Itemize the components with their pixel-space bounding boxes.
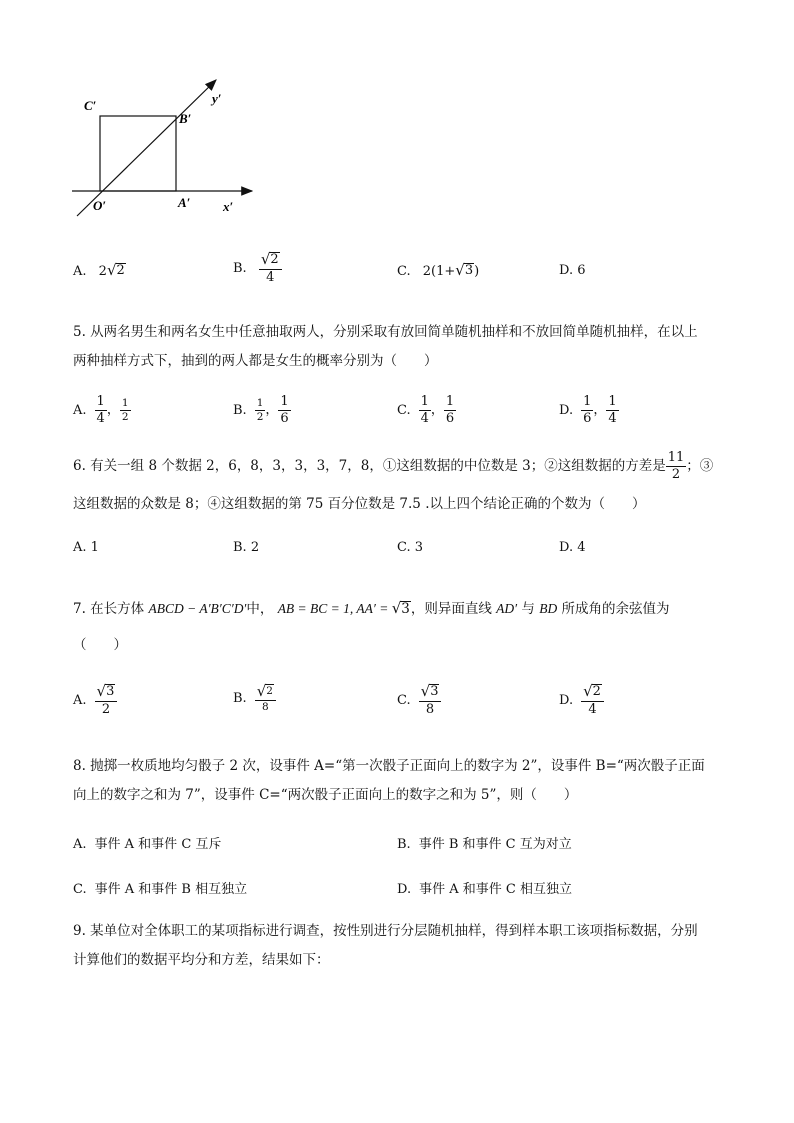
radicand: 2 (270, 252, 279, 267)
numerator: 1 (120, 398, 131, 411)
sqrt: √ 3 (391, 599, 410, 617)
denominator: 8 (425, 701, 435, 717)
q6-stem-line2 (73, 491, 645, 517)
numerator: 1 (255, 398, 266, 411)
radicand: 3 (106, 684, 115, 699)
square-outline (100, 116, 176, 191)
q7-stem-line2 (73, 632, 127, 658)
option-label: B. (233, 402, 247, 418)
q5-line2: 两种抽样方式下，抽到的两人都是女生的概率分别为（ ） (73, 353, 438, 369)
q7-math-line2: BD (539, 601, 558, 616)
q6-option-a[interactable] (73, 540, 99, 555)
option-label: B. (233, 691, 247, 707)
option-label: C. (73, 882, 87, 897)
option-text: 事件 B 和事件 C 互为对立 (418, 837, 572, 852)
denominator: 6 (583, 410, 592, 426)
q5-option-d[interactable] (559, 395, 619, 425)
q6-option-d[interactable] (559, 540, 586, 555)
denominator: 4 (608, 410, 617, 426)
q7-text-5: 所成角的余弦值为 (561, 601, 670, 617)
label-y-prime: y′ (212, 91, 222, 106)
label-x-prime: x′ (223, 199, 234, 214)
q6-stem-line1 (73, 448, 713, 484)
option-label: C. (397, 264, 411, 279)
q8-option-b[interactable] (397, 833, 572, 852)
numerator: 1 (583, 394, 592, 409)
q4-option-b[interactable] (233, 252, 282, 285)
label-a-prime: A′ (178, 195, 191, 210)
option-label: B. (397, 837, 411, 852)
q6-line1-text: 6. 有关一组 8 个数据 2，6，8，3，3，3，7，8，①这组数据的中位数是 3；②这组数据的方差是 (73, 458, 666, 474)
denominator: 4 (588, 701, 597, 717)
option-label: C. (397, 692, 411, 708)
coefficient: 2 (98, 264, 107, 279)
numerator: 1 (445, 394, 455, 409)
q8-option-c[interactable] (73, 878, 247, 897)
option-label: A. (73, 837, 87, 852)
q8-line1: 8. 抛掷一枚质地均匀骰子 2 次，设事件 A=“第一次骰子正面向上的数字为 2”，设事件 B=“两次骰子正面 (73, 758, 705, 774)
q7-stem-line1 (73, 595, 670, 623)
q5-option-b[interactable] (233, 395, 291, 425)
denominator: 2 (121, 410, 129, 423)
q5-option-a[interactable] (73, 395, 131, 425)
denominator: 6 (280, 410, 289, 426)
y-axis (77, 80, 216, 216)
denominator: 2 (101, 701, 111, 717)
expr-pre: 2(1+ (422, 264, 456, 279)
q8-stem (73, 752, 705, 810)
option-label: C. (397, 402, 411, 418)
denominator: 4 (420, 410, 429, 426)
option-value: 6 (577, 263, 586, 278)
option-label: C. (397, 540, 411, 555)
q4-option-d[interactable] (559, 263, 586, 278)
q7-option-b[interactable]: B. √ 2 8 (233, 684, 276, 713)
numerator: 1 (96, 394, 105, 409)
option-label: D. (559, 263, 574, 278)
fraction: √ 2 4 (259, 252, 282, 285)
q5-line1: 5. 从两名男生和两名女生中任意抽取两人，分别采取有放回简单随机抽样和不放回简单随机抽样，在以上 (73, 324, 698, 340)
denominator: 6 (445, 410, 455, 426)
q8-option-d[interactable] (397, 878, 572, 897)
q7-blank: （ ） (73, 637, 127, 653)
label-c-prime: C′ (84, 98, 97, 113)
separator: ， (265, 402, 279, 418)
q9-stem (73, 917, 698, 975)
oblique-square-figure (60, 70, 270, 220)
sqrt: √ 2 (106, 261, 125, 279)
q9-line1: 9. 某单位对全体职工的某项指标进行调查，按性别进行分层随机抽样，得到样本职工该项指标数据，分别 (73, 923, 698, 939)
option-label: A. (73, 264, 87, 279)
separator: ， (430, 402, 444, 418)
q7-option-a[interactable]: A. √ 3 2 (73, 684, 117, 717)
option-label: B. (233, 540, 247, 555)
option-label: D. (559, 540, 574, 555)
option-label: A. (73, 692, 87, 708)
expr-post: ) (474, 264, 480, 279)
numerator: 1 (608, 394, 617, 409)
option-label: A. (73, 540, 87, 555)
denominator: 4 (96, 410, 105, 426)
q4-option-a[interactable] (73, 263, 126, 279)
denominator: 4 (266, 269, 275, 285)
option-value: 2 (250, 540, 260, 555)
radicand: 2 (266, 685, 273, 697)
q6-option-c[interactable] (397, 540, 423, 555)
option-text: 事件 A 和事件 C 互斥 (94, 837, 222, 852)
q7-option-d[interactable]: D. √ 2 4 (559, 684, 604, 717)
option-text: 事件 A 和事件 B 相互独立 (94, 882, 248, 897)
numerator: 1 (280, 394, 289, 409)
option-value: 3 (414, 540, 424, 555)
option-label: D. (397, 882, 412, 897)
q6-line1-tail: ；③ (686, 458, 714, 474)
numerator: 1 (420, 394, 429, 409)
radicand: 3 (464, 263, 474, 278)
option-value: 1 (90, 540, 99, 555)
q8-line2: 向上的数字之和为 7”，设事件 C=“两次骰子正面向上的数字之和为 5”，则（ ） (73, 787, 578, 803)
sqrt: √ 3 (455, 261, 474, 279)
q6-option-b[interactable] (233, 540, 259, 555)
q7-text-4: 与 (521, 601, 535, 617)
q7-text-1: 7. 在长方体 (73, 601, 145, 617)
option-text: 事件 A 和事件 C 相互独立 (419, 882, 572, 897)
radicand: 2 (592, 684, 601, 699)
q4-option-c[interactable] (397, 263, 479, 279)
label-o-prime: O′ (93, 198, 107, 213)
separator: ， (593, 402, 607, 418)
q7-math-lengths: AB = BC = 1, AA′ = (277, 601, 392, 616)
denominator: 2 (256, 410, 264, 423)
radicand: 3 (430, 684, 439, 699)
q5-option-c[interactable] (397, 395, 456, 425)
q5-stem (73, 318, 698, 376)
denominator: 8 (261, 701, 269, 714)
radicand: 2 (116, 263, 125, 278)
q7-text-2: 中， (246, 601, 274, 617)
radicand: 3 (401, 601, 410, 617)
option-label: B. (233, 260, 247, 276)
q7-math-solid: ABCD − A′B′C′D′ (148, 601, 247, 616)
option-label: A. (73, 402, 87, 418)
q9-line2: 计算他们的数据平均分和方差，结果如下： (73, 952, 330, 968)
separator: ， (106, 402, 120, 418)
q6-line2-text: 这组数据的众数是 8；④这组数据的第 75 百分位数是 7.5 .以上四个结论正确的个数为（ ） (73, 496, 646, 512)
q7-option-c[interactable]: C. √ 3 8 (397, 684, 441, 717)
q7-math-line1: AD′ (496, 601, 518, 616)
numerator: 11 (667, 450, 685, 466)
q8-option-a[interactable] (73, 833, 221, 852)
option-label: D. (559, 692, 574, 708)
option-label: D. (559, 402, 574, 418)
variance-fraction (666, 451, 687, 481)
label-b-prime: B′ (179, 111, 192, 126)
option-value: 4 (577, 540, 586, 555)
q7-text-3: ，则异面直线 (410, 601, 492, 617)
denominator: 2 (671, 467, 681, 482)
